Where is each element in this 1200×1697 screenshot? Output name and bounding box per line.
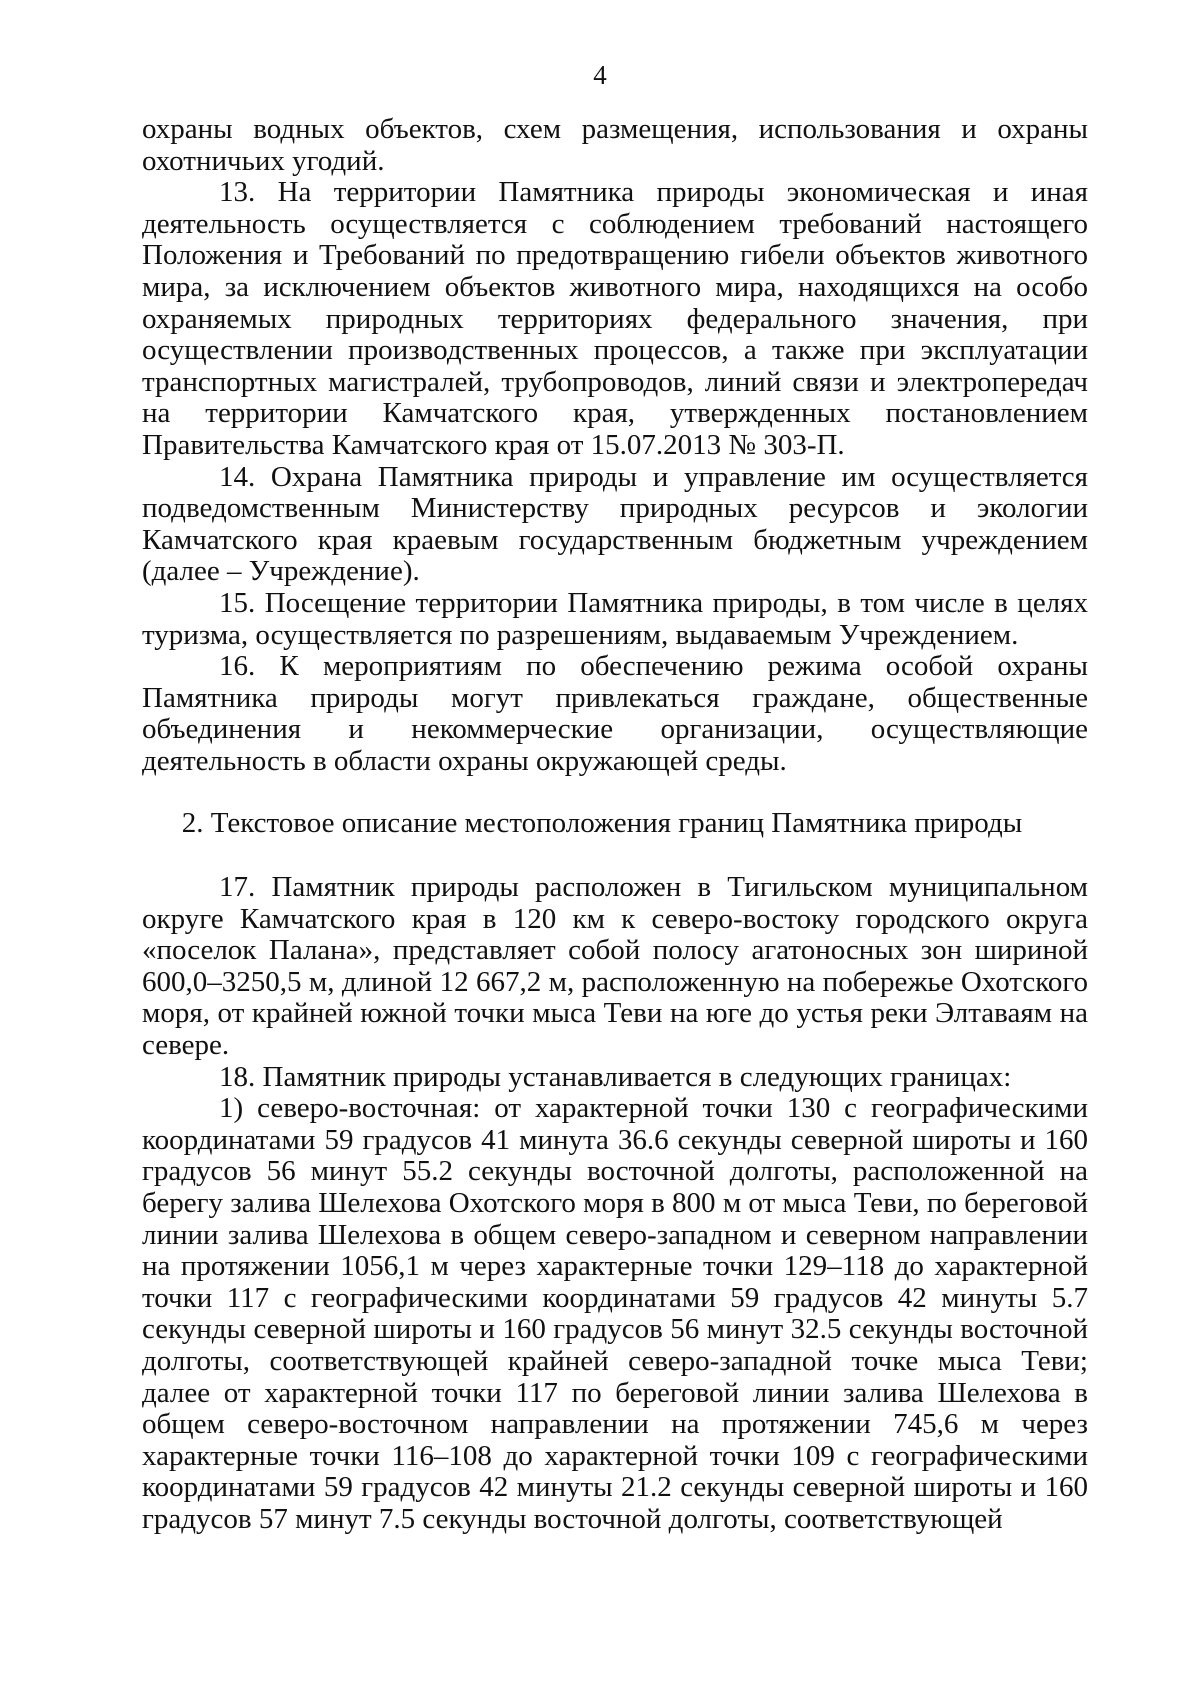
document-body	[142, 114, 1088, 1536]
paragraph-13: 13. На территории Памятника природы экономическая и иная деятельность осуществляется с соблюдением требований настоящего Положения и Требований по предотвращению гибели объектов животного мира, за исключением объектов животного мира, находящихся на особо охраняемых природных территориях федерального значения, при осуществлении производственных процессов, а также при эксплуатации транспортных магистралей, трубопроводов, линий связи и электропередач на территории Камчатского края, утвержденных постановлением Правительства Камчатского края от 15.07.2013 № 303-П.	[142, 176, 1088, 461]
paragraph-17: 17. Памятник природы расположен в Тигильском муниципальном округе Камчатского края в 120 км к северо-востоку городского округа «поселок Палана», представляет собой полосу агатоносных зон шириной 600,0–3250,5 м, длиной 12 667,2 м, расположенную на побережье Охотского моря, от крайней южной точки мыса Теви на юге до устья реки Элтаваям на севере.	[142, 871, 1088, 1062]
section-heading: 2. Текстовое описание местоположения границ Памятника природы	[181, 807, 1023, 840]
paragraph-18-item-1: 1) северо-восточная: от характерной точки 130 с географическими координатами 59 градусов 41 минута 36.6 секунды северной широты и 160 градусов 56 минут 55.2 секунды восточной долготы, расположенной на берегу залива Шелехова Охотского моря в 800 м от мыса Теви, по береговой линии залива Шелехова в общем северо-западном и северном направлении на протяжении 1056,1 м через характерные точки 129–118 до характерной точки 117 с географическими координатами 59 градусов 42 минуты 5.7 секунды северной широты и 160 градусов 56 минут 32.5 секунды восточной долготы, соответствующей крайней северо-западной точке мыса Теви; далее от характерной точки 117 по береговой линии залива Шелехова в общем северо-восточном направлении на протяжении 745,6 м через характерные точки 116–108 до характерной точки 109 с географическими координатами 59 градусов 42 минуты 21.2 секунды северной широты и 160 градусов 57 минут 7.5 секунды восточной долготы, соответствующей	[142, 1092, 1088, 1535]
paragraph-continuation: охраны водных объектов, схем размещения, использования и охраны охотничьих угодий.	[142, 113, 1088, 177]
paragraph-15: 15. Посещение территории Памятника природы, в том числе в целях туризма, осуществляется по разрешениям, выдаваемым Учреждением.	[142, 586, 1088, 651]
page-number: 4	[593, 60, 607, 90]
paragraph-18: 18. Памятник природы устанавливается в следующих границах:	[219, 1060, 1012, 1093]
paragraph-16: 16. К мероприятиям по обеспечению режима особой охраны Памятника природы могут привлекаться граждане, общественные объединения и некоммерческие организации, осуществляющие деятельность в области охраны окружающей среды.	[142, 650, 1088, 777]
paragraph-14: 14. Охрана Памятника природы и управление им осуществляется подведомственным Министерству природных ресурсов и экологии Камчатского края краевым государственным бюджетным учреждением (далее – Учреждение).	[142, 460, 1088, 588]
